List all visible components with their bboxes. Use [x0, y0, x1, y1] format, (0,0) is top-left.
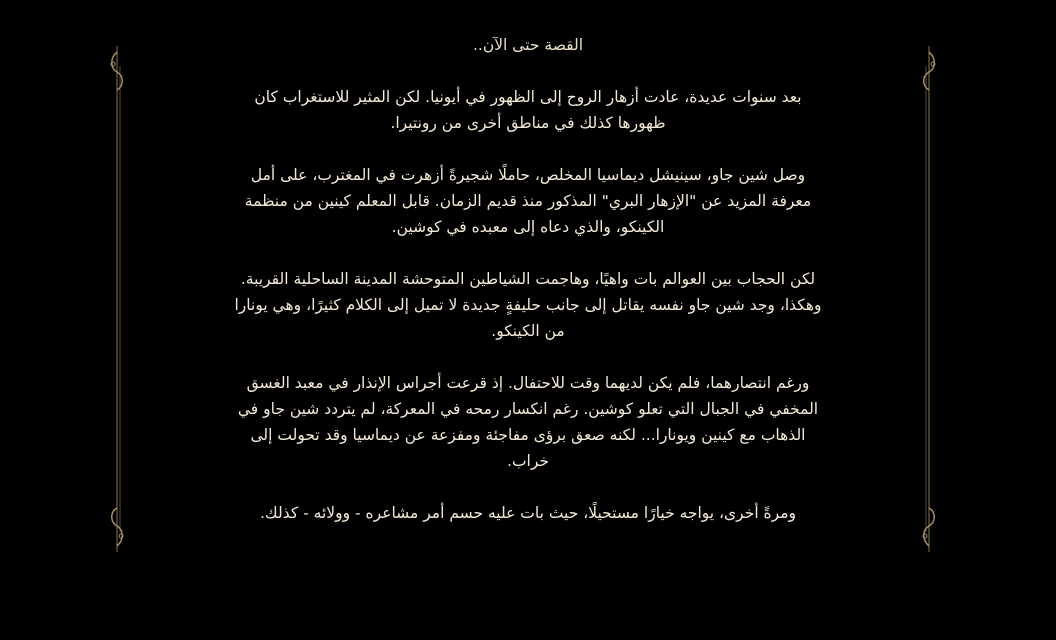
story-paragraph-3: لكن الحجاب بين العوالم بات واهيًا، وهاجمت الشياطين المتوحشة المدينة الساحلية القريبة. وهكذا، وجد شين جاو نفسه يقاتل إلى جانب حليفةٍ جديدة لا تميل إلى الكلام كثيرًا، وهي يونارا من الكينكو. [234, 270, 822, 340]
story-paragraph-5: ومرةً أخرى، يواجه خيارًا مستحيلًا، حيث بات عليه حسم أمر مشاعره - وولائه - كذلك. [259, 504, 797, 522]
right-border-ornament-icon [920, 46, 938, 552]
story-paragraph-1: بعد سنوات عديدة، عادت أزهار الروح إلى الظهور في أيونيا. لكن المثير للاستغراب كان ظهورها كذلك في مناطق أخرى من رونتيرا. [254, 88, 802, 132]
story-paragraph-2: وصل شين جاو، سينيشل ديماسيا المخلص، حاملًا شجيرةً أزهرت في المغترب، على أمل معرفة المزيد عن "الإزهار البري" المذكور منذ قديم الزمان. قابل المعلم كينين من منظمة الكينكو، والذي دعاه إلى معبده في كوشين. [244, 166, 812, 236]
story-title: القصة حتى الآن.. [472, 36, 584, 54]
story-text-block [232, 32, 824, 552]
story-paragraph-4: ورغم انتصارهما، فلم يكن لديهما وقت للاحتفال. إذ قرعت أجراس الإنذار في معبد الغسق المخفي في الجبال التي تعلو كوشين. رغم انكسار رمحه في المعركة، لم يتردد شين جاو في الذهاب مع كينين ويونارا... لكنه صعق برؤى مفاجئة ومفزعة عن ديماسيا وقد تحولت إلى خراب. [237, 374, 819, 470]
left-border-ornament-icon [108, 46, 126, 552]
